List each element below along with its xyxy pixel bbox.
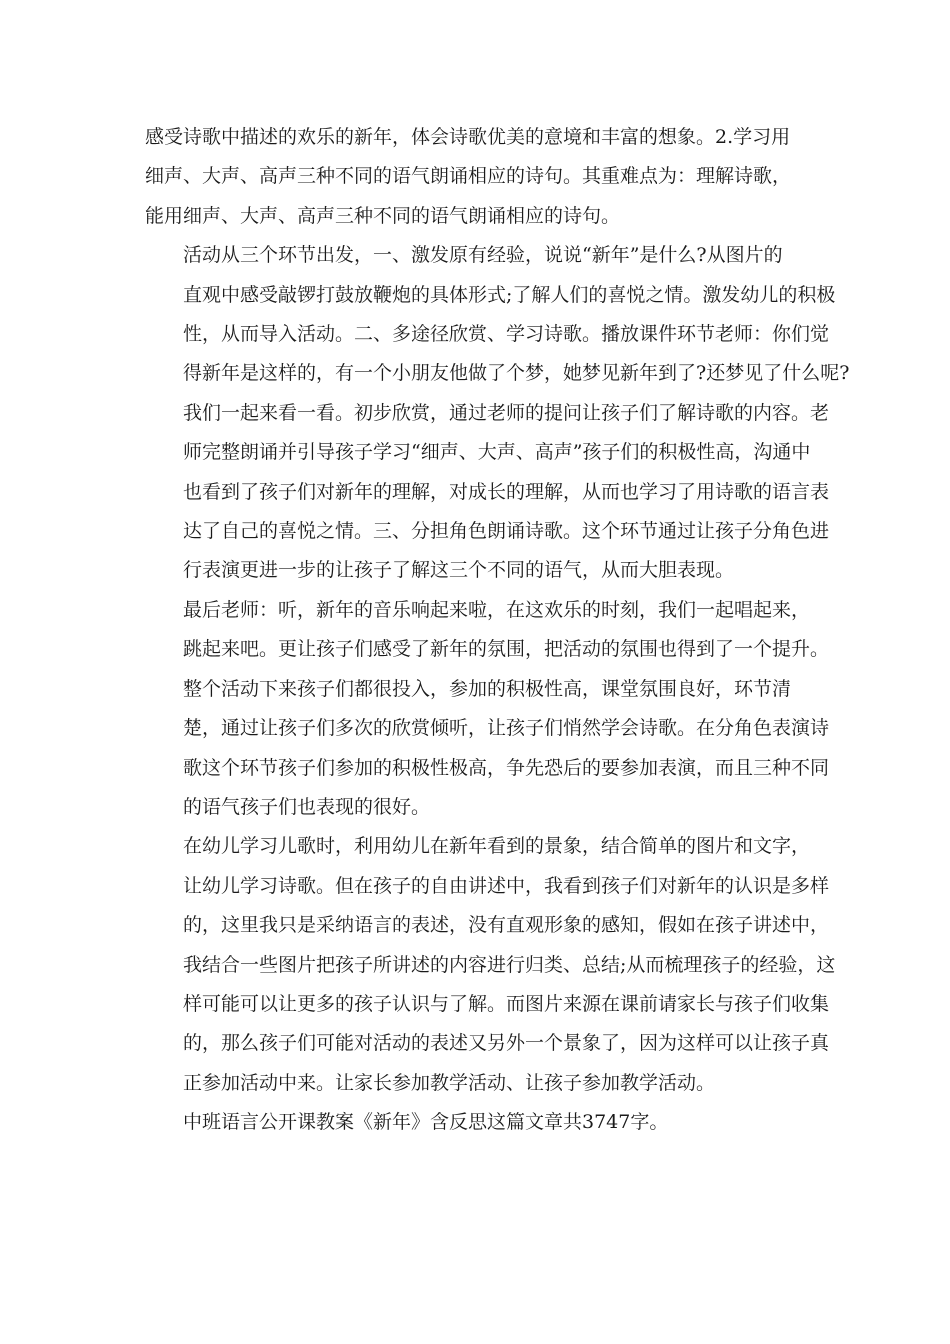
text-line: 样可能可以让更多的孩子认识与了解。而图片来源在课前请家长与孩子们收集 (183, 992, 830, 1015)
paragraph-activity-process (145, 236, 850, 591)
text-line: 感受诗歌中描述的欢乐的新年，体会诗歌优美的意境和丰富的想象。2.学习用 (145, 126, 791, 148)
text-line: 在幼儿学习儿歌时，利用幼儿在新年看到的景象，结合简单的图片和文字， (183, 835, 811, 858)
text-line: 中班语言公开课教案《新年》含反思这篇文章共3747字。 (183, 1111, 669, 1134)
text-line: 整个活动下来孩子们都很投入，参加的积极性高，课堂氛围良好，环节清 (183, 677, 792, 700)
text-line: 的，这里我只是采纳语言的表述，没有直观形象的感知，假如在孩子讲述中， (183, 914, 830, 937)
text-line: 得新年是这样的，有一个小朋友他做了个梦，她梦见新年到了?还梦见了什么呢? (183, 362, 850, 385)
text-line: 行表演更进一步的让孩子了解这三个不同的语气，从而大胆表现。 (183, 559, 735, 582)
paragraph-improvement-reflection (145, 827, 836, 1103)
text-line: 的，那么孩子们可能对活动的表述又另外一个景象了，因为这样可以让孩子真 (183, 1032, 830, 1055)
text-line: 正参加活动中来。让家长参加教学活动、让孩子参加教学活动。 (183, 1071, 716, 1094)
text-line: 直观中感受敲锣打鼓放鞭炮的具体形式;了解人们的喜悦之情。激发幼儿的积极 (183, 283, 836, 306)
document-body (145, 118, 850, 1143)
text-line: 细声、大声、高声三种不同的语气朗诵相应的诗句。其重难点为：理解诗歌， (145, 165, 792, 188)
paragraph-objectives-continued (145, 118, 825, 236)
text-line: 的语气孩子们也表现的很好。 (183, 795, 431, 818)
text-line: 让幼儿学习诗歌。但在孩子的自由讲述中，我看到孩子们对新年的认识是多样 (183, 874, 830, 897)
text-line: 活动从三个环节出发，一、激发原有经验，说说“新年”是什么?从图片的 (183, 244, 783, 267)
text-line: 最后老师：听，新年的音乐响起来啦，在这欢乐的时刻，我们一起唱起来， (183, 598, 811, 621)
text-line: 达了自己的喜悦之情。三、分担角色朗诵诗歌。这个环节通过让孩子分角色进 (183, 520, 830, 543)
text-line: 跳起来吧。更让孩子们感受了新年的氛围，把活动的氛围也得到了一个提升。 (183, 638, 830, 661)
text-line: 歌这个环节孩子们参加的积极性极高，争先恐后的要参加表演，而且三种不同 (183, 756, 830, 779)
text-line: 性，从而导入活动。二、多途径欣赏、学习诗歌。播放课件环节老师：你们觉 (183, 323, 830, 346)
text-line: 也看到了孩子们对新年的理解，对成长的理解，从而也学习了用诗歌的语言表 (183, 480, 830, 503)
paragraph-word-count (145, 1103, 825, 1142)
text-line: 师完整朗诵并引导孩子学习“细声、大声、高声”孩子们的积极性高，沟通中 (183, 441, 811, 464)
text-line: 楚，通过让孩子们多次的欣赏倾听，让孩子们悄然学会诗歌。在分角色表演诗 (183, 717, 830, 740)
text-line: 我结合一些图片把孩子所讲述的内容进行归类、总结;从而梳理孩子的经验，这 (183, 953, 836, 976)
paragraph-overall-reflection (145, 670, 830, 828)
text-line: 我们一起来看一看。初步欣赏，通过老师的提问让孩子们了解诗歌的内容。老 (183, 401, 830, 424)
text-line: 能用细声、大声、高声三种不同的语气朗诵相应的诗句。 (145, 204, 621, 227)
paragraph-ending (145, 591, 830, 670)
